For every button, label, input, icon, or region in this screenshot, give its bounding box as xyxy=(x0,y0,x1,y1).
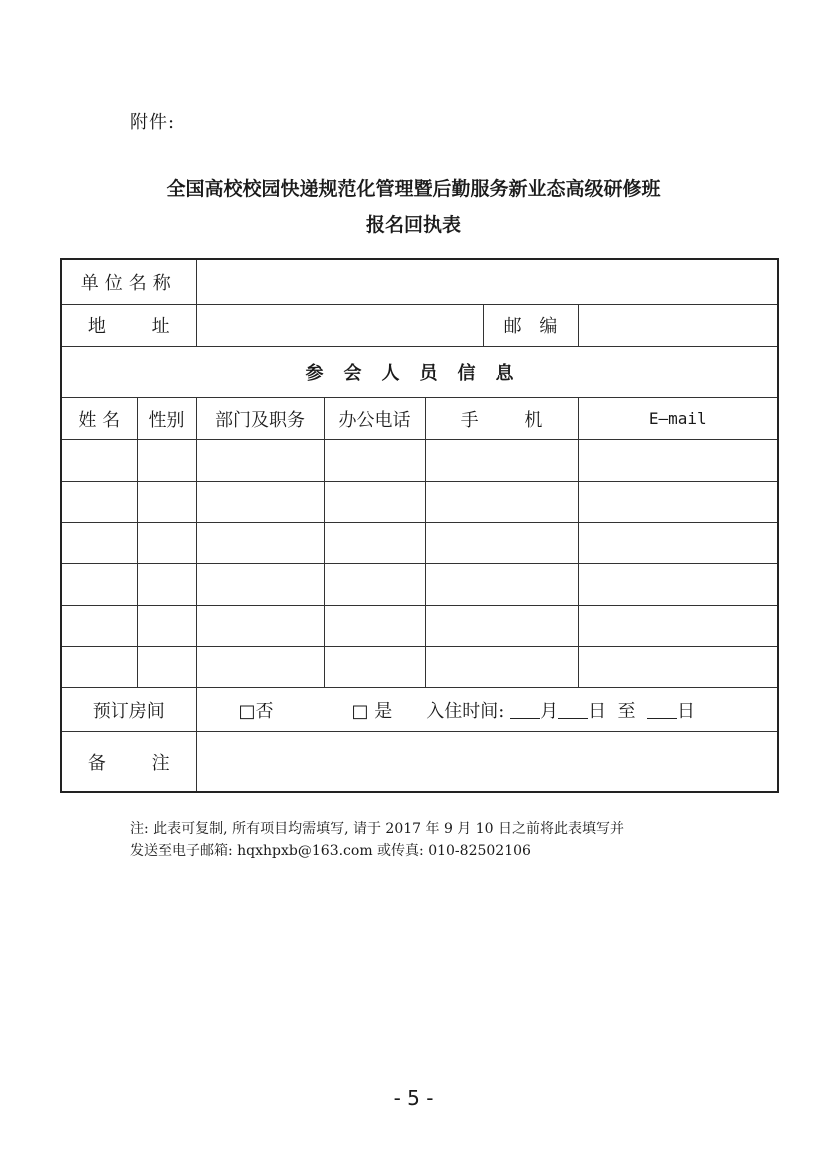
mobile-cell[interactable] xyxy=(425,481,578,522)
unit-name-field[interactable] xyxy=(196,259,778,305)
end-day-label: 日 xyxy=(676,700,695,722)
name-cell[interactable] xyxy=(61,440,137,481)
department-cell[interactable] xyxy=(196,481,324,522)
department-cell[interactable] xyxy=(196,646,324,687)
address-field[interactable] xyxy=(196,305,483,346)
department-cell[interactable] xyxy=(196,605,324,646)
unit-name-label: 单位名称 xyxy=(61,259,196,305)
mobile-cell[interactable] xyxy=(425,440,578,481)
header-name: 姓 名 xyxy=(61,398,137,440)
office-phone-cell[interactable] xyxy=(324,440,425,481)
gender-cell[interactable] xyxy=(137,646,196,687)
mobile-cell[interactable] xyxy=(425,646,578,687)
footnote xyxy=(130,818,730,862)
office-phone-cell[interactable] xyxy=(324,481,425,522)
email-cell[interactable] xyxy=(578,605,778,646)
name-cell[interactable] xyxy=(61,522,137,563)
email-cell[interactable] xyxy=(578,440,778,481)
email-cell[interactable] xyxy=(578,522,778,563)
yes-checkbox[interactable]: □ 是 xyxy=(351,700,393,722)
email-cell[interactable] xyxy=(578,481,778,522)
remark-label: 备 注 xyxy=(61,732,196,792)
header-mobile: 手 机 xyxy=(425,398,578,440)
gender-cell[interactable] xyxy=(137,522,196,563)
office-phone-cell[interactable] xyxy=(324,564,425,605)
remark-field[interactable] xyxy=(196,732,778,792)
attendee-row xyxy=(61,646,778,687)
attendee-row xyxy=(61,481,778,522)
mobile-cell[interactable] xyxy=(425,605,578,646)
address-label: 地 址 xyxy=(61,305,196,346)
room-booking-options xyxy=(196,688,778,732)
department-cell[interactable] xyxy=(196,440,324,481)
day-blank[interactable] xyxy=(558,700,588,719)
postcode-field[interactable] xyxy=(578,305,778,346)
form-subtitle: 报名回执表 xyxy=(365,214,461,236)
day-label: 日 xyxy=(588,700,607,722)
gender-cell[interactable] xyxy=(137,481,196,522)
gender-cell[interactable] xyxy=(137,440,196,481)
department-cell[interactable] xyxy=(196,564,324,605)
month-blank[interactable] xyxy=(510,700,540,719)
footnote-line-2: 发送至电子邮箱: hqxhpxb@163.com 或传真: 010-82502106 xyxy=(130,843,531,859)
name-cell[interactable] xyxy=(61,605,137,646)
no-checkbox[interactable]: □否 xyxy=(238,700,274,722)
footnote-line-1: 注: 此表可复制, 所有项目均需填写, 请于 2017 年 9 月 10 日之前将此表填写并 xyxy=(130,821,625,837)
office-phone-cell[interactable] xyxy=(324,646,425,687)
attachment-label: 附件: xyxy=(130,112,176,133)
end-day-blank[interactable] xyxy=(647,700,677,719)
to-label: 至 xyxy=(617,700,636,722)
postcode-label: 邮 编 xyxy=(483,305,578,346)
name-cell[interactable] xyxy=(61,481,137,522)
office-phone-cell[interactable] xyxy=(324,522,425,563)
name-cell[interactable] xyxy=(61,564,137,605)
office-phone-cell[interactable] xyxy=(324,605,425,646)
attendee-row xyxy=(61,522,778,563)
header-email: E—mail xyxy=(578,398,778,440)
checkin-label: 入住时间: xyxy=(426,700,505,722)
gender-cell[interactable] xyxy=(137,605,196,646)
header-gender: 性别 xyxy=(137,398,196,440)
form-title: 全国高校校园快递规范化管理暨后勤服务新业态高级研修班 xyxy=(166,178,661,200)
room-booking-label: 预订房间 xyxy=(61,688,196,732)
attendee-row xyxy=(61,564,778,605)
mobile-cell[interactable] xyxy=(425,564,578,605)
email-cell[interactable] xyxy=(578,564,778,605)
registration-form-table xyxy=(60,258,779,793)
header-office-phone: 办公电话 xyxy=(324,398,425,440)
attendee-section-title: 参会人员信息 xyxy=(61,346,778,397)
header-department: 部门及职务 xyxy=(196,398,324,440)
attendee-row xyxy=(61,440,778,481)
month-label: 月 xyxy=(540,700,559,722)
page-number: - 5 - xyxy=(393,1086,434,1110)
gender-cell[interactable] xyxy=(137,564,196,605)
name-cell[interactable] xyxy=(61,646,137,687)
department-cell[interactable] xyxy=(196,522,324,563)
email-cell[interactable] xyxy=(578,646,778,687)
mobile-cell[interactable] xyxy=(425,522,578,563)
attendee-row xyxy=(61,605,778,646)
